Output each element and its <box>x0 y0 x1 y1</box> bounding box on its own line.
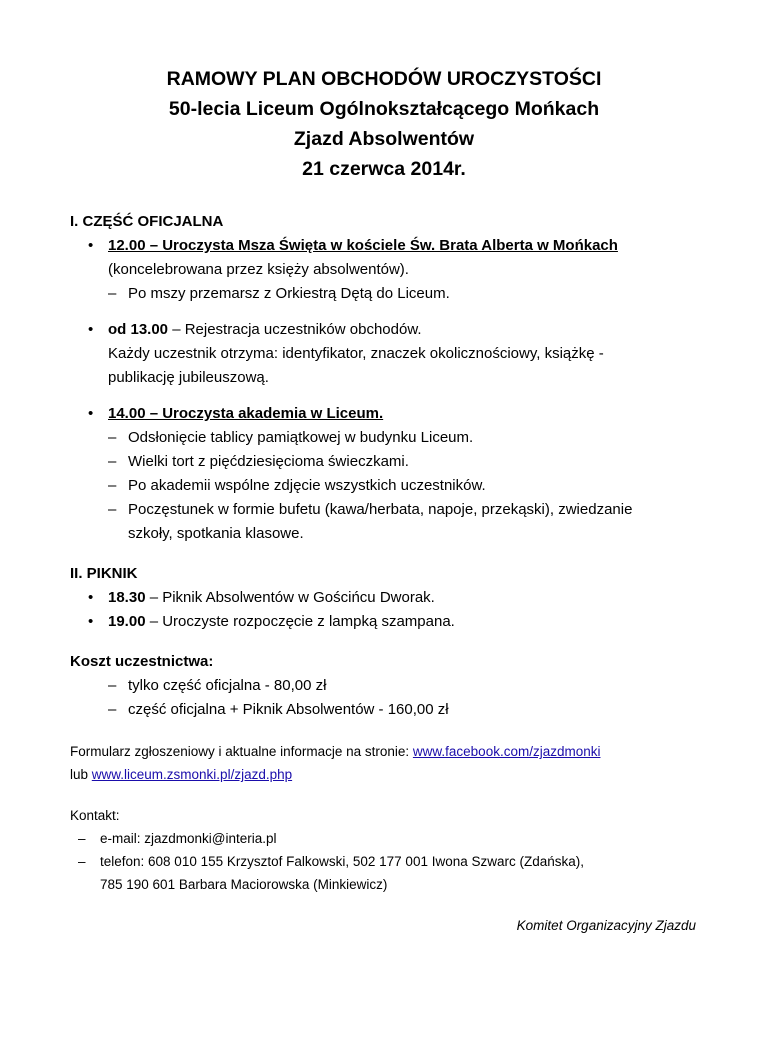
dash-icon: – <box>108 477 117 494</box>
cost-full: część oficjalna + Piknik Absolwentów - 160,00 zł <box>128 701 449 718</box>
dash-icon: – <box>108 429 117 446</box>
list-item-mass <box>70 234 698 258</box>
academy-sub-text: Poczęstunek w formie bufetu (kawa/herbata, napoje, przekąski), zwiedzanie <box>128 501 633 518</box>
academy-sub-text-continued: szkoły, spotkania klasowe. <box>128 525 304 542</box>
title-line-1: RAMOWY PLAN OBCHODÓW UROCZYSTOŚCI <box>166 68 602 90</box>
registration-detail-2: publikację jubileuszową. <box>108 369 269 386</box>
info-line-1 <box>70 740 698 763</box>
title-line-2: 50-lecia Liceum Ogólnokształcącego Mońkach <box>168 98 600 120</box>
registration-detail-1: Każdy uczestnik otrzyma: identyfikator, znaczek okolicznościowy, książkę - <box>108 345 604 362</box>
contact-heading: Kontakt: <box>70 808 120 823</box>
picnic-text: – Piknik Absolwentów w Gościńcu Dworak. <box>145 589 435 606</box>
section-official-heading: I. CZĘŚĆ OFICJALNA <box>70 213 224 230</box>
dash-icon: – <box>108 453 117 470</box>
academy-sub-text: Wielki tort z pięćdziesięcioma świeczkami. <box>128 453 409 470</box>
champagne-time: 19.00 <box>108 613 146 630</box>
academy-sub-item <box>70 474 698 498</box>
cost-heading: Koszt uczestnictwa: <box>70 653 214 670</box>
dash-icon: – <box>108 701 117 718</box>
section-picnic-heading: II. PIKNIK <box>70 565 138 582</box>
contact-phone-item <box>70 850 698 873</box>
mass-sub-item <box>70 282 698 306</box>
school-website-link[interactable]: www.liceum.zsmonki.pl/zjazd.php <box>91 767 293 782</box>
academy-sub-text: Odsłonięcie tablicy pamiątkowej w budynku Liceum. <box>128 429 474 446</box>
title-line-4: 21 czerwca 2014r. <box>302 158 466 180</box>
champagne-text: – Uroczyste rozpoczęcie z lampką szampana. <box>145 613 455 630</box>
academy-heading: 14.00 – Uroczysta akademia w Liceum. <box>108 405 384 422</box>
info-line-2 <box>70 763 698 786</box>
dash-icon: – <box>78 854 86 869</box>
contact-email-item <box>70 827 698 850</box>
dash-icon: – <box>78 831 86 846</box>
bullet-icon: • <box>88 405 94 422</box>
list-item-academy <box>70 402 698 426</box>
registration-time: od 13.00 <box>108 321 169 338</box>
picnic-time: 18.30 <box>108 589 146 606</box>
info-text: Formularz zgłoszeniowy i aktualne informacje na stronie: <box>70 744 413 759</box>
contact-phone-1: telefon: 608 010 155 Krzysztof Falkowski, 502 177 001 Iwona Szwarc (Zdańska), <box>100 854 585 869</box>
academy-sub-item <box>70 498 698 522</box>
cost-item <box>70 698 698 722</box>
bullet-icon: • <box>88 237 94 254</box>
list-item-picnic <box>70 586 698 610</box>
bullet-icon: • <box>88 589 94 606</box>
mass-note: (koncelebrowana przez księży absolwentów). <box>108 261 409 278</box>
cost-official: tylko część oficjalna - 80,00 zł <box>128 677 327 694</box>
registration-text: – Rejestracja uczestników obchodów. <box>168 321 422 338</box>
contact-email: e-mail: zjazdmonki@interia.pl <box>100 831 277 846</box>
dash-icon: – <box>108 501 117 518</box>
document-title <box>70 64 698 184</box>
signature: Komitet Organizacyjny Zjazdu <box>516 918 696 933</box>
academy-sub-text: Po akademii wspólne zdjęcie wszystkich uczestników. <box>128 477 486 494</box>
dash-icon: – <box>108 677 117 694</box>
dash-icon: – <box>108 285 117 302</box>
cost-item <box>70 674 698 698</box>
info-text-or: lub <box>70 767 92 782</box>
list-item-registration <box>70 318 698 342</box>
facebook-link[interactable]: www.facebook.com/zjazdmonki <box>412 744 601 759</box>
contact-phone-2: 785 190 601 Barbara Maciorowska (Minkiewicz) <box>100 877 388 892</box>
mass-heading: 12.00 – Uroczysta Msza Święta w kościele Św. Brata Alberta w Mońkach <box>108 237 618 254</box>
bullet-icon: • <box>88 613 94 630</box>
title-line-3: Zjazd Absolwentów <box>293 128 475 150</box>
bullet-icon: • <box>88 321 94 338</box>
list-item-champagne <box>70 610 698 634</box>
academy-sub-item <box>70 426 698 450</box>
mass-sub-text: Po mszy przemarsz z Orkiestrą Dętą do Liceum. <box>128 285 450 302</box>
document-page <box>0 64 768 1058</box>
academy-sub-item <box>70 450 698 474</box>
